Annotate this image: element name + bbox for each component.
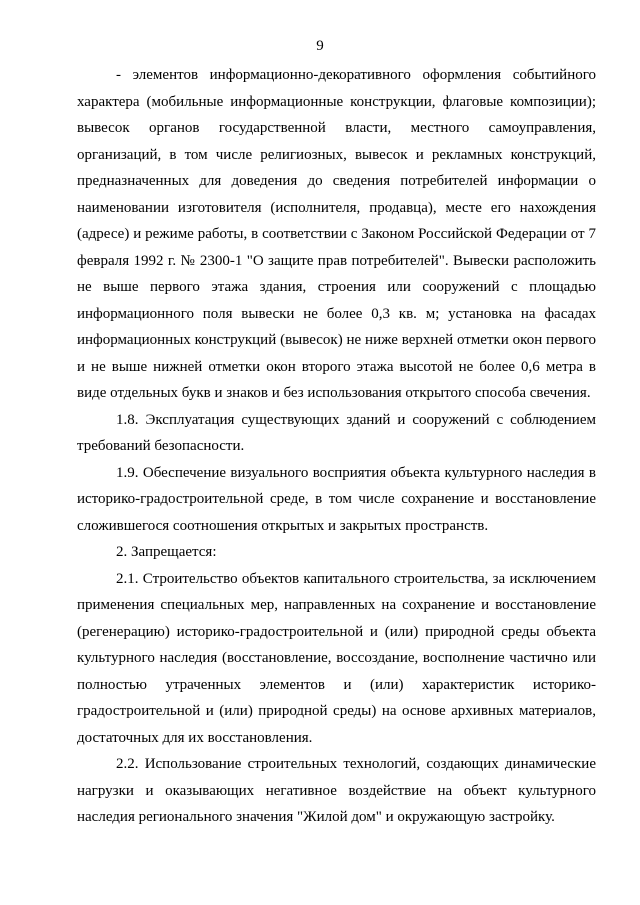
paragraph-2-2: 2.2. Использование строительных технологий, создающих динамические нагрузки и оказывающих негативное воздействие на объект культурного наследия регионального значения "Жилой дом" и окружающую застройку. (77, 756, 596, 825)
paragraph-2-1: 2.1. Строительство объектов капитального строительства, за исключением применения специальных мер, направленных на сохранение и восстановление (регенерацию) историко-градостроительной и (или) природной среды объекта культурного наследия (восстановление, воссоздание, восполнение частично или полностью утраченных элементов и (или) характеристик историко-градостроительной и (или) природной среды) на основе архивных материалов, достаточных для их восстановления. (77, 570, 596, 746)
page-number: 9 (316, 38, 324, 54)
document-body (77, 62, 596, 831)
paragraph-signage: - элементов информационно-декоративного оформления событийного характера (мобильные информационные конструкции, флаговые композиции); вывесок органов государственной власти, местного самоуправления, организаций, в том числе религиозных, вывесок и рекламных конструкций, предназначенных для доведения до сведения потребителей информации о наименовании изготовителя (исполнителя, продавца), месте его нахождения (адресе) и режиме работы, в соответствии с Законом Российской Федерации от 7 февраля 1992 г. № 2300-1 "О защите прав потребителей". Вывески расположить не выше первого этажа здания, строения или сооружений с площадью информационного поля вывески не более 0,3 кв. м; установка на фасадах информационных конструкций (вывесок) не ниже верхней отметки окон первого и не выше нижней отметки окон второго этажа высотой не более 0,6 метра в виде отдельных букв и знаков и без использования открытого способа свечения. (77, 67, 596, 401)
paragraph-1-8: 1.8. Эксплуатация существующих зданий и сооружений с соблюдением требований безопасности. (77, 411, 596, 454)
paragraph-2-heading: 2. Запрещается: (116, 544, 217, 560)
paragraph-1-9: 1.9. Обеспечение визуального восприятия объекта культурного наследия в историко-градостроительной среде, в том числе сохранение и восстановление сложившегося соотношения открытых и закрытых пространств. (77, 464, 596, 534)
